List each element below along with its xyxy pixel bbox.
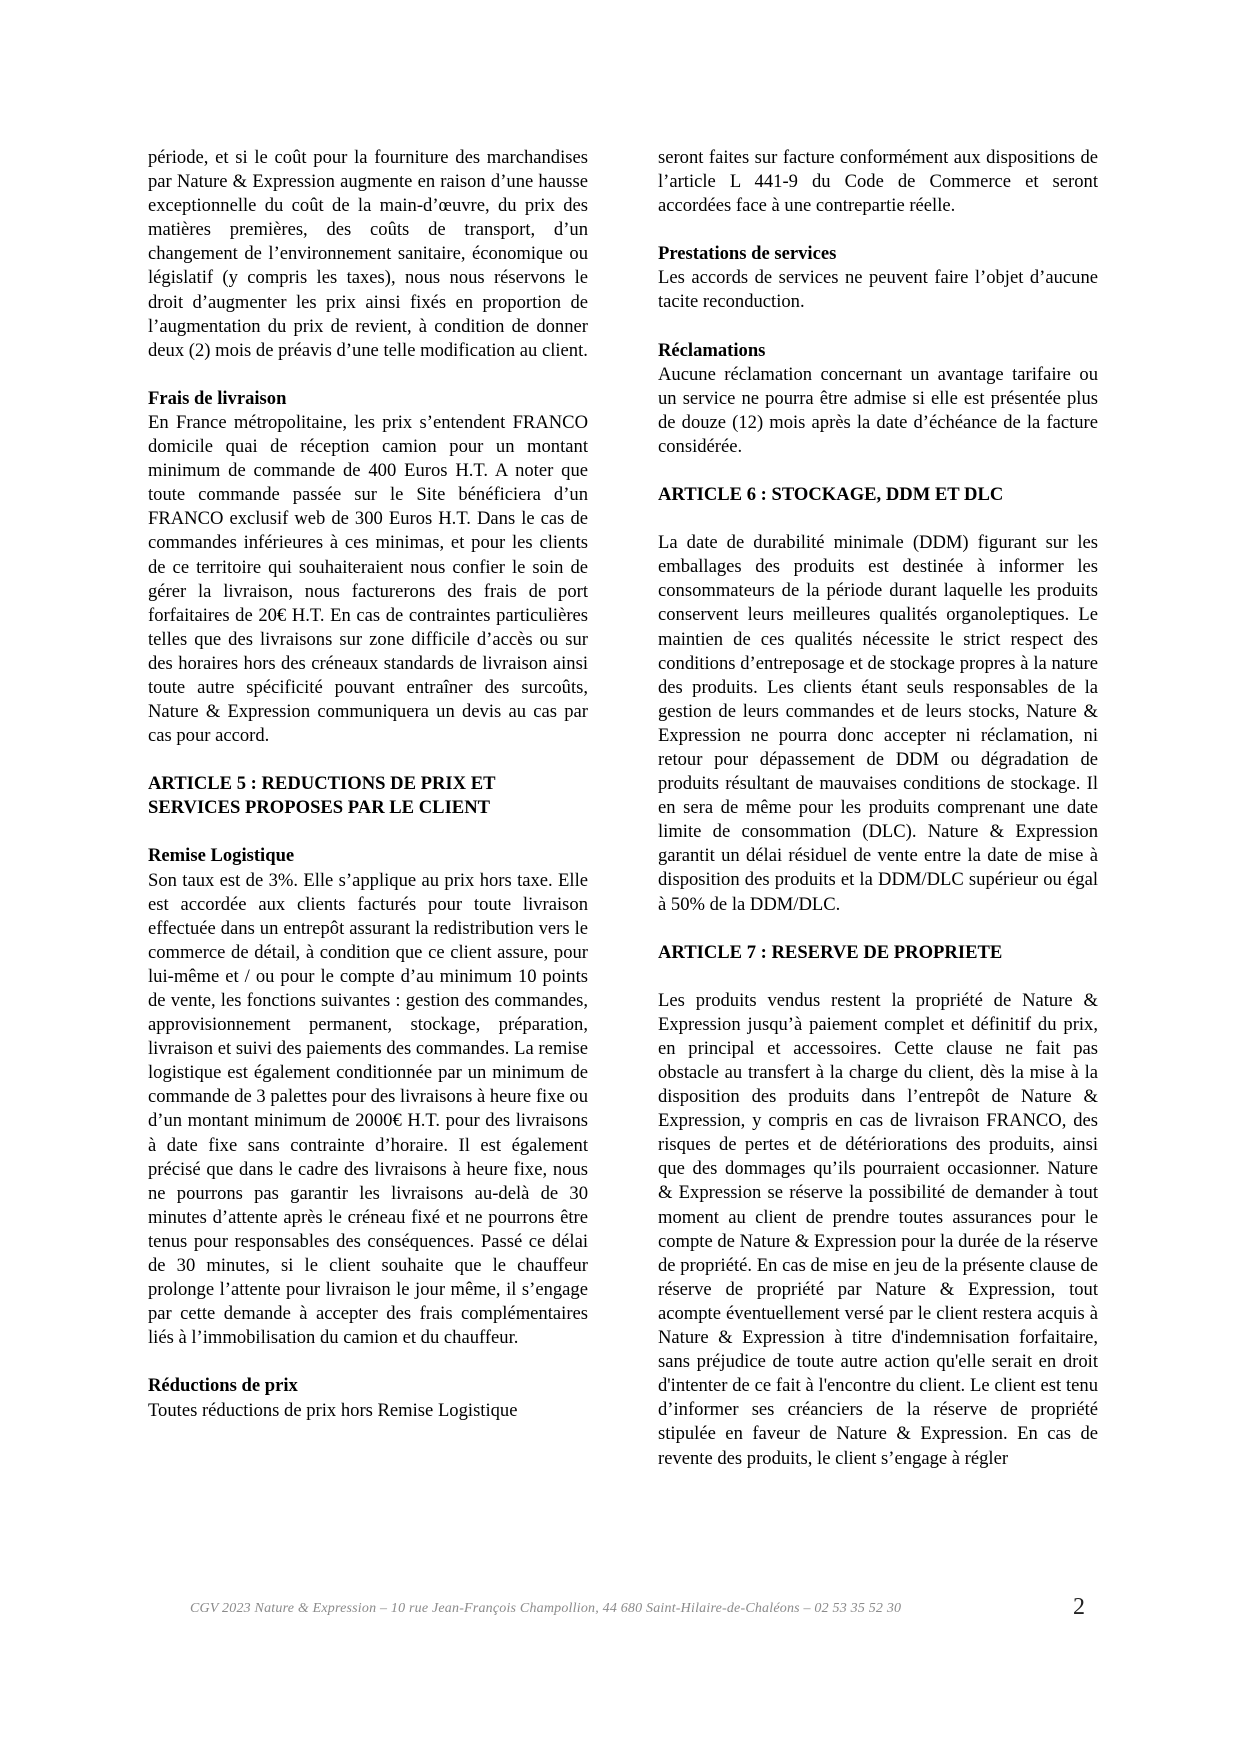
page-footer: CGV 2023 Nature & Expression – 10 rue Jean-François Champollion, 44 680 Saint-Hilaire-de-Chaléons – 02 53 35 52 30 xyxy=(190,1601,902,1616)
paragraph-article-7: Les produits vendus restent la propriété de Nature & Expression jusqu’à paiement complet et définitif du prix, en principal et accessoires. Cette clause ne fait pas obstacle au transfert à la charge du client, dès la mise à la disposition des produits dans l’entrepôt de Nature & Expression, y compris en cas de livraison FRANCO, des risques de pertes et de détériorations des produits, ainsi que des dommages qu’ils pourraient occasionner. Nature & Expression se réserve la possibilité de demander à tout moment au client de prendre toutes assurances pour le compte de Nature & Expression pour la durée de la réserve de propriété. En cas de mise en jeu de la présente clause de réserve de propriété par Nature & Expression, tout acompte éventuellement versé par le client restera acquis à Nature & Expression à titre d'indemnisation forfaitaire, sans préjudice de toute autre action qu'elle serait en droit d'intenter de ce fait à l'encontre du client. Le client est tenu d’informer ses créanciers de la réserve de propriété stipulée en faveur de Nature & Expression. En cas de revente des produits, le client s’engage à régler xyxy=(658,989,1098,1469)
paragraph-remise-logistique: Son taux est de 3%. Elle s’applique au prix hors taxe. Elle est accordée aux clients facturés pour toute livraison effectuée dans un entrepôt assurant la redistribution vers le commerce de détail, à condition que ce client assure, pour lui-même et / ou pour le compte d’au minimum 10 points de vente, les fonctions suivantes : gestion des commandes, approvisionnement permanent, stockage, préparation, livraison et suivi des paiements des commandes. La remise logistique est également conditionnée par un minimum de commande de 3 palettes pour des livraisons à heure fixe ou d’un montant minimum de 2000€ H.T. pour des livraisons à date fixe sans contrainte d’horaire. Il est également précisé que dans le cadre des livraisons à heure fixe, nous ne pourrons pas garantir les livraisons au-delà de 30 minutes d’attente après le créneau fixé et ne pourrons être tenus pour responsables des conséquences. Passé ce délai de 30 minutes, si le client souhaite que le chauffeur prolonge l’attente pour livraison le jour même, il s’engage par cette demande à accepter des frais complémentaires liés à l’immobilisation du camion et du chauffeur. xyxy=(148,869,588,1349)
left-column xyxy=(148,146,588,1423)
paragraph-reductions-continued: seront faites sur facture conformément aux dispositions de l’article L 441-9 du Code de Commerce et seront accordées face à une contrepartie réelle. xyxy=(658,147,1098,217)
paragraph-reductions-prix: Toutes réductions de prix hors Remise Logistique xyxy=(148,1399,518,1421)
heading-frais-livraison: Frais de livraison xyxy=(148,387,287,409)
heading-reclamations: Réclamations xyxy=(658,339,766,361)
right-column xyxy=(658,146,1098,1471)
article-5-title: ARTICLE 5 : REDUCTIONS DE PRIX ET SERVICES PROPOSES PAR LE CLIENT xyxy=(148,773,496,819)
paragraph-reclamations: Aucune réclamation concernant un avantage tarifaire ou un service ne pourra être admise si elle est présentée plus de douze (12) mois après la date d’échéance de la facture considérée. xyxy=(658,363,1098,457)
paragraph-prestations-services: Les accords de services ne peuvent faire l’objet d’aucune tacite reconduction. xyxy=(658,267,1098,313)
paragraph-frais-livraison: En France métropolitaine, les prix s’entendent FRANCO domicile quai de réception camion pour un montant minimum de commande de 400 Euros H.T. A noter que toute commande passée sur le Site bénéficiera d’un FRANCO exclusif web de 300 Euros H.T. Dans le cas de commandes inférieures à ces minimas, et pour les clients de ce territoire qui souhaiteraient nous confier le soin de gérer la livraison, nous facturerons des frais de port forfaitaires de 20€ H.T. En cas de contraintes particulières telles que des livraisons sur zone difficile d’accès ou sur des horaires hors des créneaux standards de livraison ainsi toute autre spécificité pouvant entraîner des surcoûts, Nature & Expression communiquera un devis au cas par cas pour accord. xyxy=(148,411,588,747)
paragraph-article-6: La date de durabilité minimale (DDM) figurant sur les emballages des produits est destinée à informer les consommateurs de la période durant laquelle les produits conservent leurs meilleures qualités organoleptiques. Le maintien de ces qualités nécessite le strict respect des conditions d’entreposage et de stockage propres à la nature des produits. Les clients étant seuls responsables de la gestion de leurs commandes et de leurs stocks, Nature & Expression ne pourra donc accepter ni réclamation, ni retour pour dépassement de DDM ou dégradation de produits résultant de mauvaises conditions de stockage. Il en sera de même pour les produits comprenant une date limite de consommation (DLC). Nature & Expression garantit un délai résiduel de vente entre la date de mise à disposition des produits et la DDM/DLC supérieur ou égal à 50% de la DDM/DLC. xyxy=(658,532,1098,915)
heading-remise-logistique: Remise Logistique xyxy=(148,845,295,867)
heading-reductions-prix: Réductions de prix xyxy=(148,1375,298,1397)
article-7-title: ARTICLE 7 : RESERVE DE PROPRIETE xyxy=(658,941,1003,963)
article-6-title: ARTICLE 6 : STOCKAGE, DDM ET DLC xyxy=(658,484,1004,506)
page-number: 2 xyxy=(1073,1594,1085,1620)
paragraph-price-revision: période, et si le coût pour la fourniture des marchandises par Nature & Expression augmente en raison d’une hausse exceptionnelle du coût de la main-d’œuvre, du prix des matières premières, des coûts de transport, d’un changement de l’environnement sanitaire, économique ou législatif (y compris les taxes), nous nous réservons le droit d’augmenter les prix ainsi fixés en proportion de l’augmentation du prix de revient, à condition de donner deux (2) mois de préavis d’une telle modification au client. xyxy=(148,147,588,361)
heading-prestations-services: Prestations de services xyxy=(658,243,837,265)
